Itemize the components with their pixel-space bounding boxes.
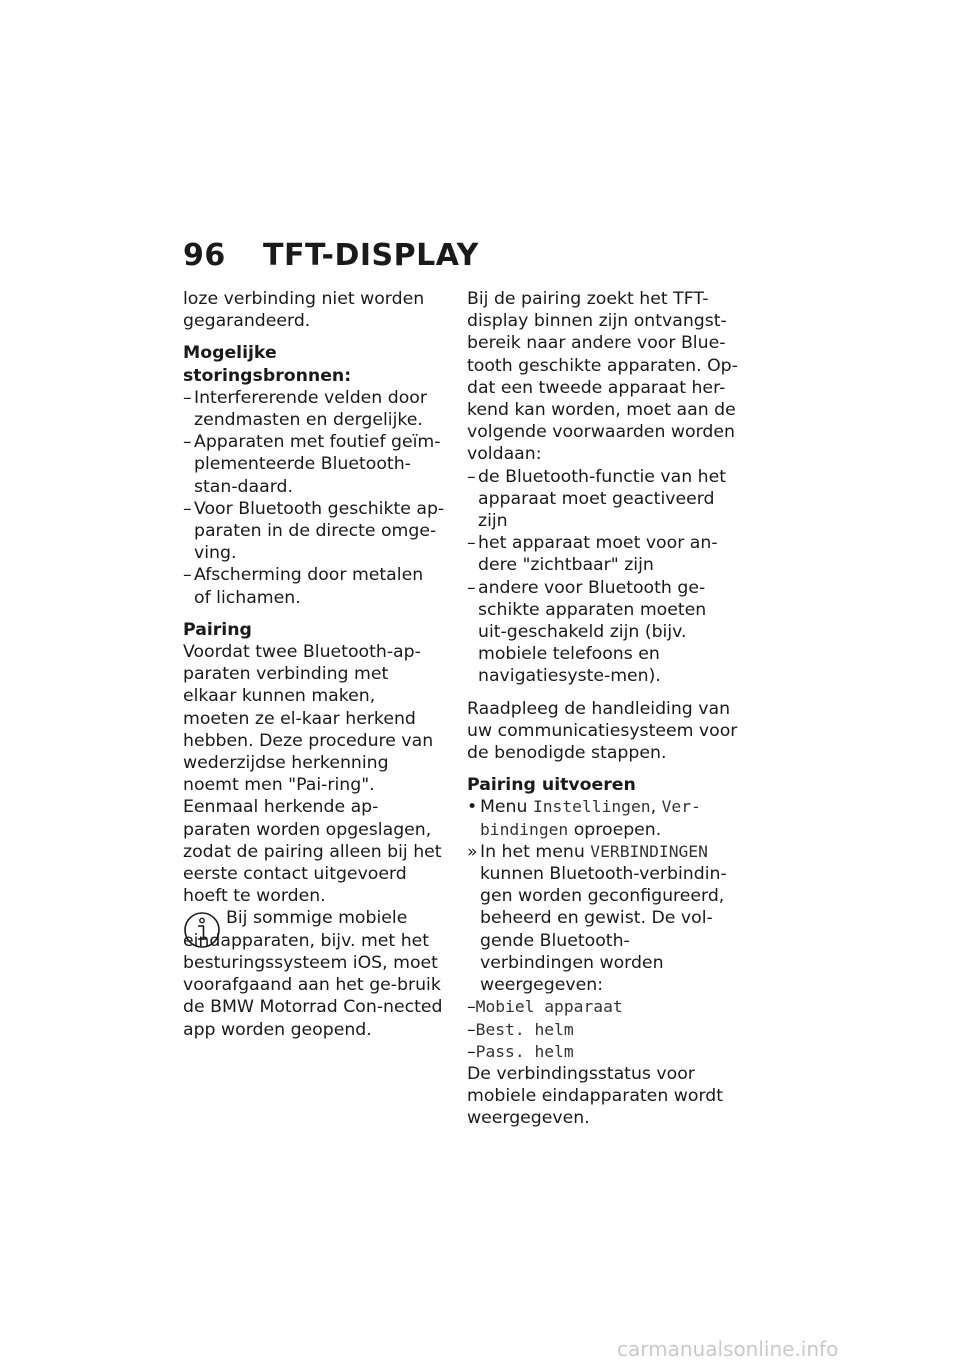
cause-item: – Afscherming door metalen of lichamen. xyxy=(183,565,424,608)
condition-item: – het apparaat moet voor an-dere "zichtbaar" zijn xyxy=(467,533,718,576)
bullet-icon: • xyxy=(467,797,478,818)
condition-item: – de Bluetooth-functie van het apparaat moet geactiveerd zijn xyxy=(467,466,727,532)
left-column xyxy=(183,288,445,1041)
info-note xyxy=(183,907,445,1040)
connection-item: –Pass. helm xyxy=(467,1041,574,1062)
watermark: carmanualsonline.info xyxy=(617,1337,839,1361)
pairing-intro: Bij de pairing zoekt het TFT-display binnen zijn ontvangst-bereik naar andere voor Blue-tooth geschikte apparaten. Op-dat een tweede apparaat her-kend kan worden, moet aan de volgende voorwaarden worden voldaan: xyxy=(467,289,738,465)
chevron-icon: » xyxy=(467,841,478,862)
info-icon xyxy=(183,911,221,949)
connection-item: –Mobiel apparaat xyxy=(467,997,623,1018)
note-text: Bij sommige mobiele eindapparaten, bijv. met het besturingssysteem iOS, moet voorafgaand aan het ge-bruik de BMW Motorrad Con-nected app worden geopend. xyxy=(183,908,443,1040)
causes-heading: Mogelijke storingsbronnen: xyxy=(183,343,352,386)
condition-item: – andere voor Bluetooth ge-schikte apparaten moeten uit-geschakeld zijn (bijv. mobiele telefoons en navigatiesyste-men). xyxy=(467,577,707,687)
execute-heading: Pairing uitvoeren xyxy=(467,775,636,796)
cause-item: – Apparaten met foutief geïm-plementeerde Bluetooth-stan-daard. xyxy=(183,432,441,497)
section-title: TFT-DISPLAY xyxy=(263,238,479,273)
intro-text: loze verbinding niet worden gegarandeerd. xyxy=(183,289,425,332)
cause-item: – Voor Bluetooth geschikte ap-paraten in de directe omge-ving. xyxy=(183,498,445,564)
pairing-heading: Pairing xyxy=(183,619,252,640)
pairing-text: Voordat twee Bluetooth-ap-paraten verbinding met elkaar kunnen maken, moeten ze el-kaar herkend hebben. Deze procedure van wederzijdse herkenning noemt men "Pai-ring". Eenmaal herkende ap-paraten worden opgeslagen, zodat de pairing alleen bij het eerste contact uitgevoerd hoeft te worden. xyxy=(183,642,442,907)
step-2: » In het menu VERBINDINGEN kunnen Bluetooth-verbindin-gen worden geconfigureerd, beheerd en gewist. De vol-gende Bluetooth-verbindingen worden weergegeven: xyxy=(467,841,727,996)
cause-item: – Interfererende velden door zendmasten en dergelijke. xyxy=(183,387,427,431)
page-number: 96 xyxy=(183,238,226,273)
status-text: De verbindingsstatus voor mobiele eindapparaten wordt weergegeven. xyxy=(467,1063,724,1129)
right-column xyxy=(467,288,739,1130)
consult-text: Raadpleeg de handleiding van uw communicatiesysteem voor de benodigde stappen. xyxy=(467,698,738,764)
connection-item: –Best. helm xyxy=(467,1019,574,1040)
step-1: • Menu Instellingen, Ver-bindingen oproepen. xyxy=(467,797,701,840)
